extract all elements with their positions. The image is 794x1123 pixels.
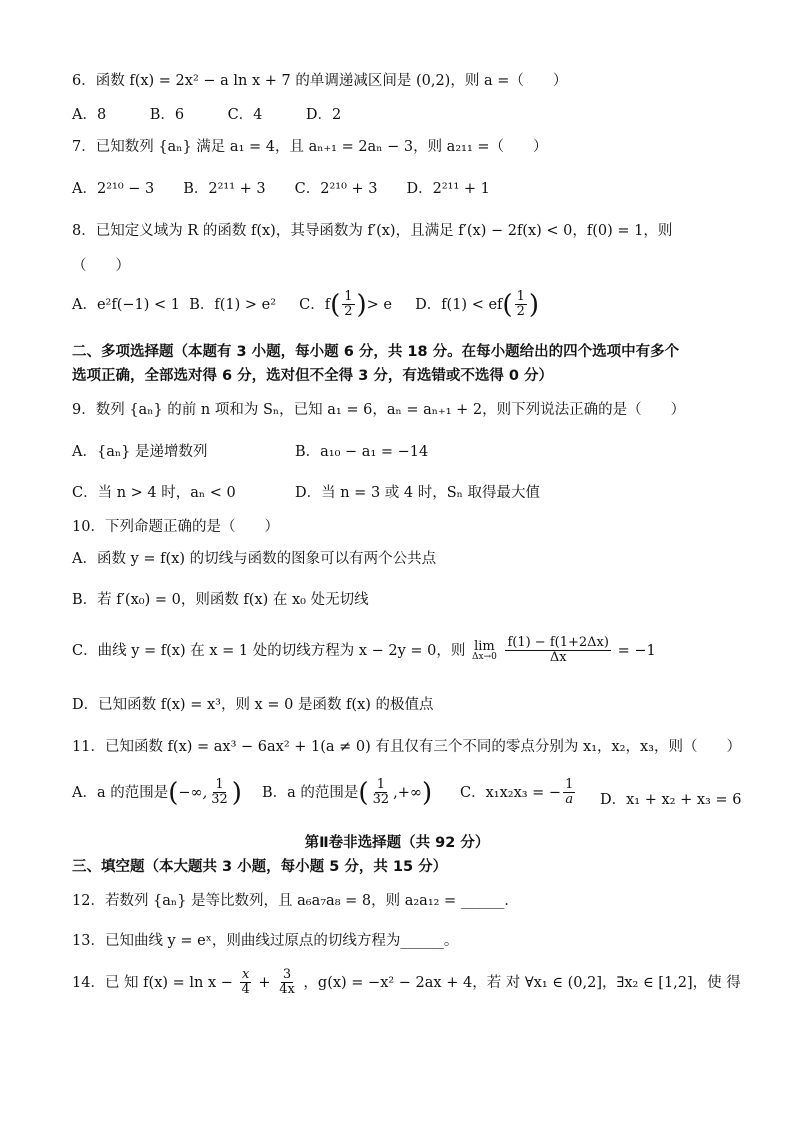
question-6: 6．函数 f(x) = 2x² − a ln x + 7 的单调递减区间是 (0,2)，则 a =（ ） — [72, 73, 568, 89]
question-9-option-c: C．当 n > 4 时，aₙ < 0 — [72, 485, 236, 501]
question-9-option-a: A．{aₙ} 是递增数列 — [72, 444, 208, 460]
question-13: 13．已知曲线 y = eˣ，则曲线过原点的切线方程为______。 — [72, 933, 459, 949]
question-8-continuation: （ ） — [72, 258, 130, 274]
question-10: 10．下列命题正确的是（ ） — [72, 519, 279, 535]
question-8-options — [72, 290, 539, 320]
question-8: 8．已知定义域为 R 的函数 f(x)，其导函数为 f′(x)，且满足 f′(x) − 2f(x) < 0，f(0) = 1，则 — [72, 223, 673, 239]
option-c: C．f( $\frac{1}{2}$ )> e — [299, 289, 393, 320]
option-d: D．f(1) < ef( $\frac{1}{2}$ ) — [415, 289, 540, 320]
question-7-options: A．2²¹⁰ − 3 B．2²¹¹ + 3 C．2²¹⁰ + 3 D．2²¹¹ + 1 — [72, 181, 490, 197]
section-2-title-cont: 选项正确，全部选对得 6 分，选对但不全得 3 分，有选错或不选得 0 分） — [72, 368, 554, 384]
option-b: B．f(1) > e² — [189, 296, 277, 313]
question-7: 7．已知数列 {aₙ} 满足 a₁ = 4，且 aₙ₊₁ = 2aₙ − 3，则 a₂₁₁ =（ ） — [72, 139, 548, 155]
part-2-title: 第Ⅱ卷非选择题（共 92 分） — [304, 835, 490, 851]
option-a: A．e²f(−1) < 1 — [72, 296, 181, 313]
section-3-title: 三、填空题（本大题共 3 小题，每小题 5 分，共 15 分） — [72, 859, 448, 875]
question-11: 11．已知函数 f(x) = ax³ − 6ax² + 1(a ≠ 0) 有且仅有三个不同的零点分别为 x₁，x₂，x₃，则（ ） — [72, 739, 741, 755]
question-11-options — [72, 778, 242, 808]
section-2-title: 二、多项选择题（本题有 3 小题，每小题 6 分，共 18 分。在每小题给出的四个选项中有多个 — [72, 344, 680, 360]
question-6-options: A．8 B．6 C．4 D．2 — [72, 107, 342, 123]
question-12: 12．若数列 {aₙ} 是等比数列，且 a₆a₇a₈ = 8，则 a₂a₁₂ = ______． — [72, 893, 519, 909]
question-9-option-b: B．a₁₀ − a₁ = −14 — [295, 444, 429, 460]
question-10-option-a: A．函数 y = f(x) 的切线与函数的图象可以有两个公共点 — [72, 551, 437, 567]
question-11-option-d: D．x₁ + x₂ + x₃ = 6 — [600, 792, 742, 808]
question-10-option-d: D．已知函数 f(x) = x³，则 x = 0 是函数 f(x) 的极值点 — [72, 697, 434, 713]
question-10-option-b: B．若 f′(x₀) = 0，则函数 f(x) 在 x₀ 处无切线 — [72, 592, 369, 608]
option-a: A．a 的范围是(−∞, $\frac{1}{32}$ ) — [72, 777, 242, 808]
question-9-option-d: D．当 n = 3 或 4 时，Sₙ 取得最大值 — [295, 485, 541, 501]
question-11-option-b: B．a 的范围是( $\frac{1}{32}$ ,+∞) — [262, 777, 433, 808]
question-9: 9．数列 {aₙ} 的前 n 项和为 Sₙ，已知 a₁ = 6，aₙ = aₙ₊₁ + 2，则下列说法正确的是（ ） — [72, 402, 686, 418]
question-14: 14．已 知 f(x) = ln x − $\frac{x}{4}$ + $\frac{3}{4x}$ ，g(x) = −x² − 2ax + 4，若 对 ∀x₁ ∈ (0,2]，∃x₂ ∈ [1,2]，使 得 — [72, 967, 741, 998]
question-10-option-c: C．曲线 y = f(x) 在 x = 1 处的切线方程为 x − 2y = 0，则 lim Δx→0 $\frac{f(1) - f(1+2\Delta x)}{\Delta x}$ = −1 — [72, 635, 656, 666]
question-11-option-c: C．x₁x₂x₃ = − $\frac{1}{a}$ — [460, 777, 574, 808]
